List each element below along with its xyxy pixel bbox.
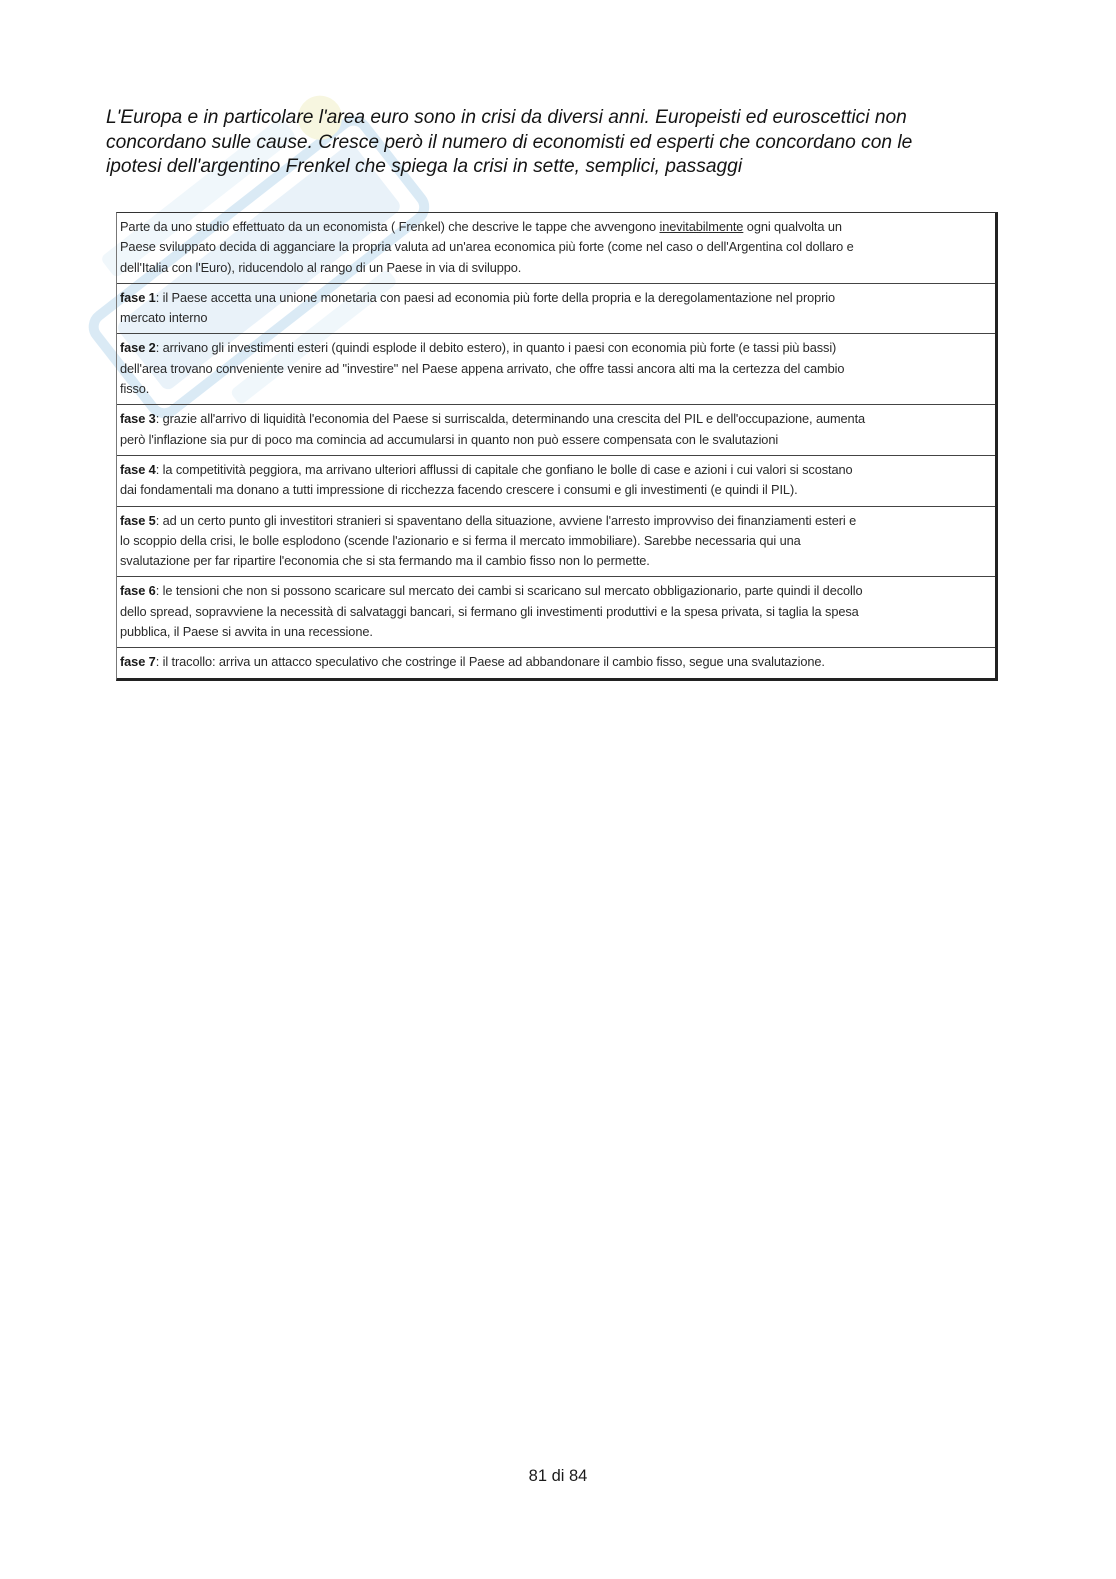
table-row-phase-4 <box>117 456 995 507</box>
table-row-phase-6 <box>117 577 995 648</box>
table-text: ogni qualvolta un <box>743 219 842 234</box>
table-row-intro <box>117 213 995 284</box>
table-text: : le tensioni che non si possono scaricare sul mercato dei cambi si scaricano sul mercato obbligazionario, parte quindi il decollo <box>155 583 863 599</box>
table-line <box>120 217 989 237</box>
phase-label: fase 2 <box>120 340 156 356</box>
table-row-phase-7 <box>117 648 995 677</box>
phase-label: fase 7 <box>120 654 156 670</box>
table-row-phase-1 <box>117 284 995 335</box>
phase-label: fase 3 <box>120 411 156 427</box>
table-line <box>120 460 989 480</box>
table-line: però l'inflazione sia pur di poco ma comincia ad accumularsi in quanto non può essere compensata con le svalutazioni <box>120 431 779 447</box>
intro-line: concordano sulle cause. Cresce però il numero di economisti ed esperti che concordano con le <box>106 131 913 153</box>
table-line: lo scoppio della crisi, le bolle esplodono (scende l'azionario e si ferma il mercato immobiliare). Sarebbe necessaria qui una <box>120 532 801 548</box>
table-line <box>120 288 989 308</box>
table-text: Parte da uno studio effettuato da un economista ( Frenkel) che descrive le tappe che avvengono <box>120 219 660 234</box>
table-row-phase-2 <box>117 334 995 405</box>
phase-label: fase 1 <box>120 289 156 305</box>
intro-line: ipotesi dell'argentino Frenkel che spiega la crisi in sette, semplici, passaggi <box>106 156 743 177</box>
table-line: dai fondamentali ma donano a tutti impressione di ricchezza facendo crescere i consumi e gli investimenti (e quindi il PIL). <box>120 482 798 498</box>
page-number: 81 di 84 <box>528 1467 588 1485</box>
frenkel-phases-table <box>116 212 998 681</box>
table-line: svalutazione per far ripartire l'economia che si sta fermando ma il cambio fisso non lo permette. <box>120 553 650 569</box>
table-line <box>120 581 989 601</box>
table-line: dell'area trovano conveniente venire ad "investire" nel Paese appena arrivato, che offre tassi ancora alti ma la certezza del cambio <box>120 360 845 376</box>
table-line: mercato interno <box>120 310 208 326</box>
table-text: : la competitività peggiora, ma arrivano ulteriori afflussi di capitale che gonfiano le bolle di case e azioni i cui valori si scostano <box>155 461 853 477</box>
underlined-word: inevitabilmente <box>659 219 744 234</box>
table-line: pubblica, il Paese si avvita in una recessione. <box>120 624 373 640</box>
intro-paragraph <box>106 106 1006 180</box>
phase-label: fase 4 <box>120 461 156 477</box>
phase-label: fase 6 <box>120 583 156 599</box>
intro-line: L'Europa e in particolare l'area euro sono in crisi da diversi anni. Europeisti ed euroscettici non <box>106 107 907 128</box>
table-text: : arrivano gli investimenti esteri (quindi esplode il debito estero), in quanto i paesi con economia più forte (e tassi più bassi) <box>155 340 837 356</box>
table-line <box>120 338 989 358</box>
table-text: : il tracollo: arriva un attacco speculativo che costringe il Paese ad abbandonare il cambio fisso, segue una svalutazione. <box>155 654 825 670</box>
table-text: : grazie all'arrivo di liquidità l'economia del Paese si surriscalda, determinando una crescita del PIL e dell'occupazione, aumenta <box>155 411 866 427</box>
table-row-phase-5 <box>117 507 995 578</box>
table-line: fisso. <box>120 381 150 397</box>
table-row-phase-3 <box>117 405 995 456</box>
table-text: : il Paese accetta una unione monetaria con paesi ad economia più forte della propria e la deregolamentazione nel proprio <box>155 289 836 305</box>
table-text: : ad un certo punto gli investitori stranieri si spaventano della situazione, avviene l'arresto improvviso dei finanziamenti esteri e <box>155 512 857 528</box>
table-line: dell'Italia con l'Euro), riducendolo al rango di un Paese in via di sviluppo. <box>120 259 522 275</box>
table-line <box>120 409 989 429</box>
phase-label: fase 5 <box>120 512 156 528</box>
table-line <box>120 511 989 531</box>
table-line: dello spread, sopravviene la necessità di salvataggi bancari, si fermano gli investimenti produttivi e la spesa privata, si taglia la spesa <box>120 603 859 619</box>
table-line <box>120 652 989 672</box>
table-line: Paese sviluppato decida di agganciare la propria valuta ad un'area economica più forte (come nel caso o dell'Argentina col dollaro e <box>120 239 854 255</box>
